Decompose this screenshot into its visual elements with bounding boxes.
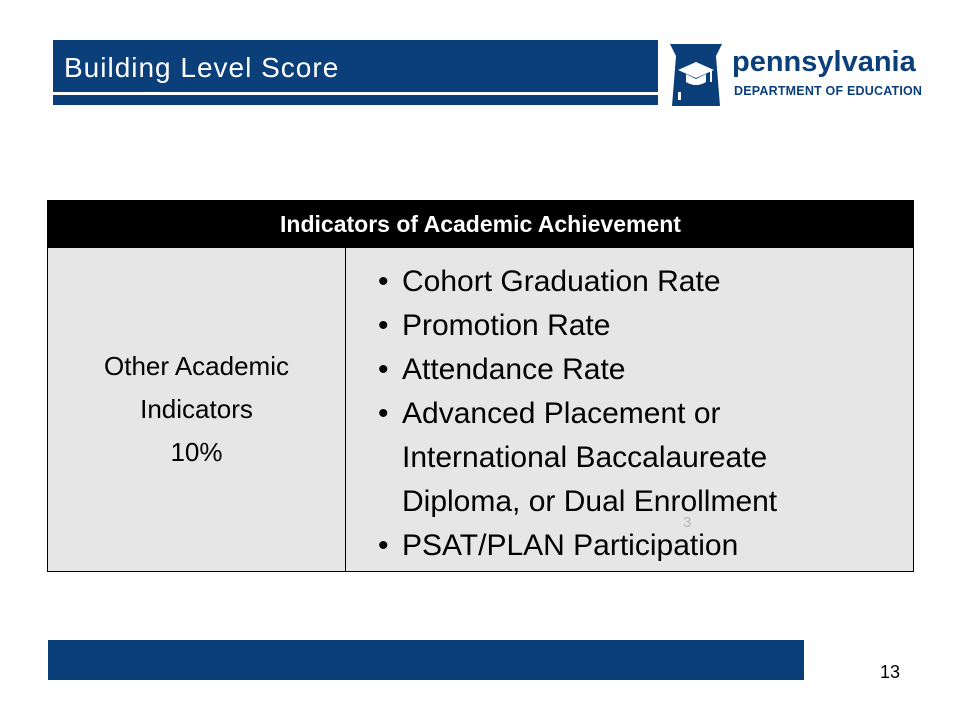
category-weight: 10% — [170, 437, 223, 467]
list-item: • PSAT/PLAN Participation — [378, 524, 777, 568]
watermark-number: 3 — [683, 514, 692, 531]
indicators-cell — [346, 248, 913, 571]
list-item: • Advanced Placement or International Baccalaureate Diploma, or Dual Enrollment — [378, 392, 777, 524]
list-item: • Cohort Graduation Rate — [378, 260, 777, 304]
logo-name: pennsylvania — [732, 46, 916, 78]
page-number: 13 — [880, 662, 901, 682]
table-header: Indicators of Academic Achievement — [48, 201, 913, 248]
logo-department: DEPARTMENT OF EDUCATION — [734, 84, 923, 98]
list-item: • Attendance Rate — [378, 348, 777, 392]
category-line-2: Indicators — [140, 394, 253, 424]
pa-education-logo — [664, 40, 924, 110]
indicators-table — [47, 200, 914, 572]
indicator-list — [378, 260, 777, 568]
category-cell — [48, 248, 346, 571]
title-underline — [53, 95, 658, 105]
list-item: • Promotion Rate — [378, 304, 777, 348]
slide-title: Building Level Score — [64, 52, 340, 83]
keystone-graduation-cap-icon — [664, 40, 728, 110]
category-line-1: Other Academic — [104, 351, 289, 381]
footer-bar — [48, 640, 804, 680]
